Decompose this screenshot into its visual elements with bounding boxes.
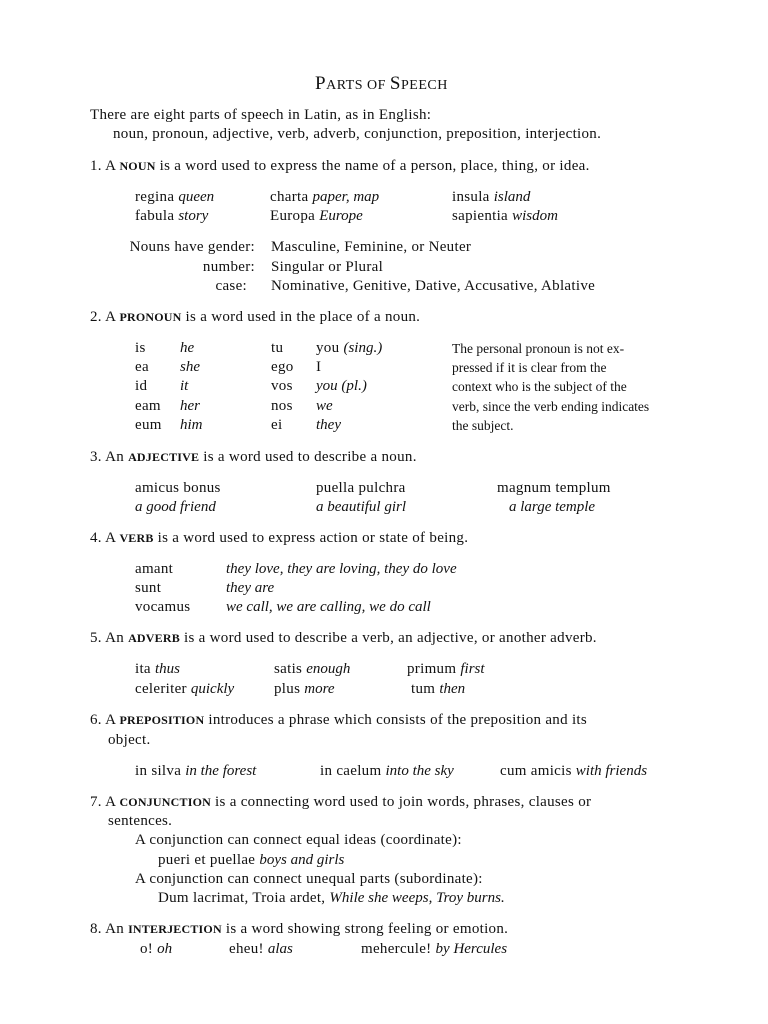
intro-line-2: noun, pronoun, adjective, verb, adverb, conjunction, preposition, interjection. bbox=[113, 126, 602, 142]
adjective-latin: magnum templum bbox=[497, 480, 611, 496]
number-label: number: bbox=[202, 259, 255, 275]
pronoun-latin: eam bbox=[135, 398, 161, 414]
pronoun-note-line: the subject. bbox=[452, 418, 514, 433]
section-interjection-heading: 8. An INTERJECTION is a word showing strong feeling or emotion. bbox=[90, 921, 509, 937]
intro-line-1: There are eight parts of speech in Latin, as in English: bbox=[90, 107, 432, 123]
pronoun-note-line: context who is the subject of the bbox=[452, 379, 627, 394]
section-adjective-heading: 3. An ADJECTIVE is a word used to describe a noun. bbox=[90, 449, 417, 465]
noun-example: Europa Europe bbox=[270, 208, 363, 224]
preposition-example: in caelum into the sky bbox=[320, 763, 454, 779]
pronoun-note-line: verb, since the verb ending indicates bbox=[452, 399, 650, 414]
case-label: case: bbox=[215, 278, 247, 294]
conjunction-coordinate-text: A conjunction can connect equal ideas (coordinate): bbox=[135, 832, 462, 848]
verb-latin: vocamus bbox=[135, 599, 191, 615]
pronoun-latin: vos bbox=[271, 378, 293, 394]
noun-example: regina queen bbox=[135, 189, 215, 205]
adjective-latin: puella pulchra bbox=[316, 480, 406, 496]
verb-latin: sunt bbox=[135, 580, 162, 596]
adverb-example: ita thus bbox=[135, 661, 180, 677]
conjunction-subordinate-text: A conjunction can connect unequal parts (subordinate): bbox=[135, 871, 483, 887]
verb-english: they love, they are loving, they do love bbox=[226, 561, 457, 577]
verb-english: we call, we are calling, we do call bbox=[226, 599, 431, 615]
pronoun-latin: is bbox=[135, 340, 146, 356]
noun-example: insula island bbox=[452, 189, 531, 205]
page-title: PARTS OF SPEECH bbox=[315, 73, 448, 94]
pronoun-latin: ea bbox=[135, 359, 149, 375]
noun-example: charta paper, map bbox=[270, 189, 380, 205]
interjection-example: eheu! alas bbox=[229, 941, 293, 957]
conjunction-coordinate-example: pueri et puellae boys and girls bbox=[158, 852, 345, 868]
section-noun-heading: 1. A NOUN is a word used to express the name of a person, place, thing, or idea. bbox=[90, 158, 590, 174]
section-conjunction-heading: 7. A CONJUNCTION is a connecting word used to join words, phrases, clauses or bbox=[90, 794, 592, 810]
section-preposition-heading: 6. A PREPOSITION introduces a phrase which consists of the preposition and its bbox=[90, 712, 588, 728]
pronoun-english: she bbox=[180, 359, 200, 375]
adjective-latin: amicus bonus bbox=[135, 480, 221, 496]
pronoun-english: you (pl.) bbox=[316, 378, 367, 394]
pronoun-english: him bbox=[180, 417, 203, 433]
gender-value: Masculine, Feminine, or Neuter bbox=[271, 239, 472, 255]
interjection-example: o! oh bbox=[140, 941, 173, 957]
gender-label: Nouns have gender: bbox=[129, 239, 255, 255]
conjunction-subordinate-example: Dum lacrimat, Troia ardet, While she weeps, Troy burns. bbox=[158, 890, 505, 906]
section-conjunction-continuation: sentences. bbox=[108, 813, 173, 829]
pronoun-english: her bbox=[180, 398, 200, 414]
noun-example: fabula story bbox=[135, 208, 209, 224]
pronoun-latin: ego bbox=[271, 359, 294, 375]
pronoun-english: you (sing.) bbox=[316, 340, 383, 356]
adverb-example: celeriter quickly bbox=[135, 681, 235, 697]
adverb-example: tum then bbox=[411, 681, 466, 697]
adjective-english: a large temple bbox=[509, 499, 596, 515]
pronoun-note-line: The personal pronoun is not ex- bbox=[452, 341, 625, 356]
pronoun-latin: eum bbox=[135, 417, 162, 433]
pronoun-note-line: pressed if it is clear from the bbox=[452, 360, 607, 375]
adjective-english: a good friend bbox=[135, 499, 216, 515]
adverb-example: plus more bbox=[274, 681, 335, 697]
pronoun-english: I bbox=[316, 359, 322, 375]
pronoun-latin: id bbox=[135, 378, 148, 394]
adverb-example: primum first bbox=[407, 661, 485, 677]
adverb-example: satis enough bbox=[274, 661, 351, 677]
section-preposition-continuation: object. bbox=[108, 732, 151, 748]
verb-english: they are bbox=[226, 580, 275, 596]
interjection-example: mehercule! by Hercules bbox=[361, 941, 508, 957]
section-pronoun-heading: 2. A PRONOUN is a word used in the place of a noun. bbox=[90, 309, 421, 325]
preposition-example: in silva in the forest bbox=[135, 763, 257, 779]
pronoun-latin: ei bbox=[271, 417, 283, 433]
noun-example: sapientia wisdom bbox=[452, 208, 558, 224]
pronoun-latin: nos bbox=[271, 398, 293, 414]
pronoun-english: it bbox=[180, 378, 189, 394]
preposition-example: cum amicis with friends bbox=[500, 763, 648, 779]
pronoun-english: he bbox=[180, 340, 195, 356]
section-verb-heading: 4. A VERB is a word used to express action or state of being. bbox=[90, 530, 469, 546]
number-value: Singular or Plural bbox=[271, 259, 384, 275]
adjective-english: a beautiful girl bbox=[316, 499, 406, 515]
verb-latin: amant bbox=[135, 561, 174, 577]
case-value: Nominative, Genitive, Dative, Accusative, Ablative bbox=[271, 278, 596, 294]
pronoun-english: we bbox=[316, 398, 333, 414]
section-adverb-heading: 5. An ADVERB is a word used to describe a verb, an adjective, or another adverb. bbox=[90, 630, 597, 646]
pronoun-english: they bbox=[316, 417, 341, 433]
pronoun-latin: tu bbox=[271, 340, 284, 356]
